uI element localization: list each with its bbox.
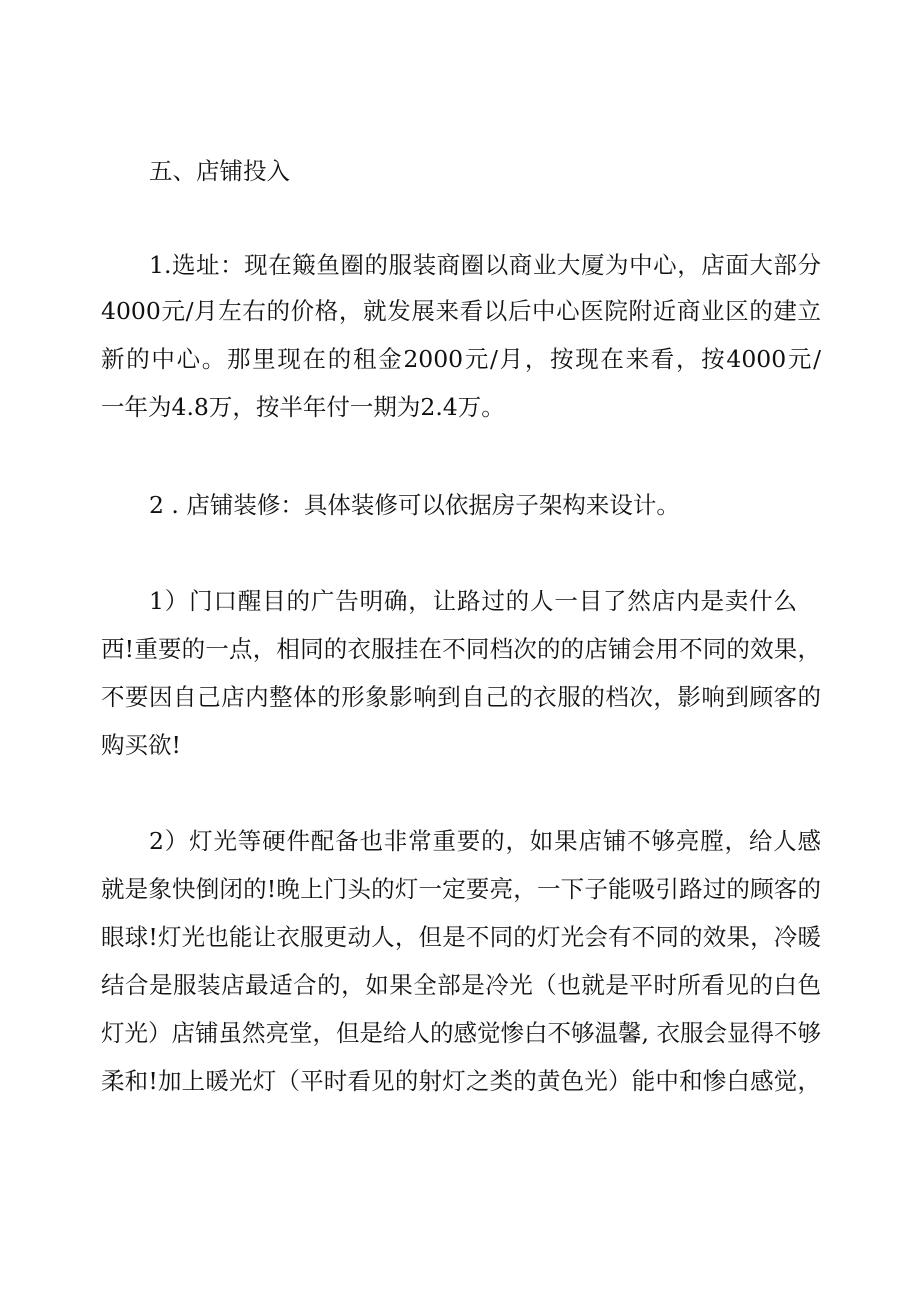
paragraph-line: 柔和!加上暖光灯（平时看见的射灯之类的黄色光）能中和惨白感觉， xyxy=(101,1067,821,1095)
paragraph-line: 2 . 店铺装修：具体装修可以依据房子架构来设计。 xyxy=(149,491,680,519)
paragraph-line: 1）门口醒目的广告明确，让路过的人一目了然店内是卖什么 xyxy=(149,587,797,615)
paragraph-line: 西!重要的一点，相同的衣服挂在不同档次的的店铺会用不同的效果， xyxy=(101,635,821,663)
paragraph-line: 2）灯光等硬件配备也非常重要的，如果店铺不够亮膛，给人感 xyxy=(149,827,821,855)
paragraph-line: 购买欲! xyxy=(101,731,181,759)
paragraph-line: 灯光）店铺虽然亮堂，但是给人的感觉惨白不够温馨, 衣服会显得不够 xyxy=(101,1019,821,1047)
paragraph-line: 结合是服装店最适合的，如果全部是冷光（也就是平时所看见的白色 xyxy=(101,971,821,999)
paragraph-line: 新的中心。那里现在的租金2000元/月，按现在来看，按4000元/ xyxy=(101,345,821,373)
paragraph-line: 眼球!灯光也能让衣服更动人，但是不同的灯光会有不同的效果，冷暖 xyxy=(101,923,821,951)
paragraph-line: 4000元/月左右的价格，就发展来看以后中心医院附近商业区的建立 xyxy=(101,297,821,325)
paragraph-line: 就是象快倒闭的!晚上门头的灯一定要亮，一下子能吸引路过的顾客的 xyxy=(101,875,821,903)
paragraph-line: 一年为4.8万，按半年付一期为2.4万。 xyxy=(101,393,505,421)
section-heading: 五、店铺投入 xyxy=(149,157,290,185)
paragraph-line: 1.选址：现在簸鱼圈的服装商圈以商业大厦为中心，店面大部分 xyxy=(149,251,821,279)
paragraph-line: 不要因自己店内整体的形象影响到自己的衣服的档次，影响到顾客的 xyxy=(101,683,821,711)
